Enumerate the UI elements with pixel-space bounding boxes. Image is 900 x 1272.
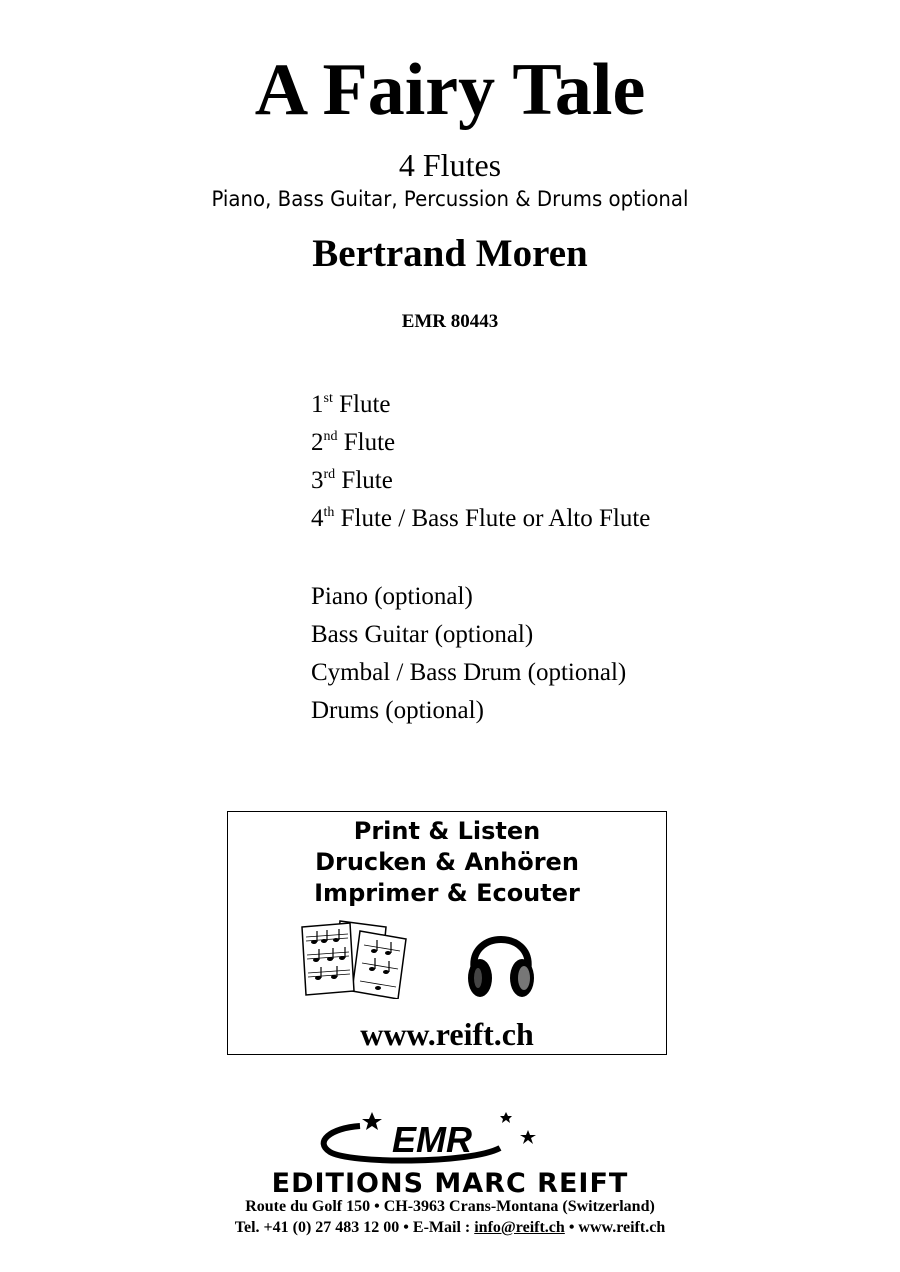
sheet-music-icon — [300, 917, 410, 999]
headphones-icon — [466, 920, 536, 1000]
instrumentation-note: Piano, Bass Guitar, Percussion & Drums optional — [211, 187, 689, 211]
promo-line-french: Imprimer & Ecouter — [314, 879, 580, 907]
publisher-name: EDITIONS MARC REIFT — [271, 1168, 629, 1199]
catalog-number: EMR 80443 — [401, 311, 499, 332]
promo-url[interactable]: www.reift.ch — [360, 1016, 534, 1052]
contact-phone: Tel. +41 (0) 27 483 12 00 • E-Mail : — [234, 1219, 475, 1236]
optional-part-drums: Drums (optional) — [311, 697, 484, 724]
optional-part-piano: Piano (optional) — [311, 583, 473, 610]
optional-part-percussion: Cymbal / Bass Drum (optional) — [311, 659, 627, 686]
print-listen-box — [227, 811, 667, 1055]
svg-text:EMR: EMR — [392, 1119, 472, 1160]
contact-website[interactable]: • www.reift.ch — [564, 1219, 666, 1236]
publisher-contact — [0, 1218, 900, 1238]
promo-line-german: Drucken & Anhören — [315, 848, 579, 876]
flute-part-1: 1st Flute — [311, 391, 391, 418]
contact-email-link[interactable]: info@reift.ch — [474, 1219, 565, 1236]
promo-line-english: Print & Listen — [353, 817, 541, 845]
flute-part-2: 2nd Flute — [311, 429, 396, 456]
optional-part-bass-guitar: Bass Guitar (optional) — [311, 621, 534, 648]
composer-name: Bertrand Moren — [312, 232, 588, 275]
flute-part-3: 3rd Flute — [311, 467, 393, 494]
subtitle: 4 Flutes — [398, 147, 502, 183]
flute-part-4: 4th Flute / Bass Flute or Alto Flute — [311, 505, 651, 532]
emr-logo — [300, 1108, 550, 1170]
publisher-address: Route du Golf 150 • CH-3963 Crans-Montana (Switzerland) — [245, 1198, 655, 1215]
page-title: A Fairy Tale — [254, 49, 646, 131]
